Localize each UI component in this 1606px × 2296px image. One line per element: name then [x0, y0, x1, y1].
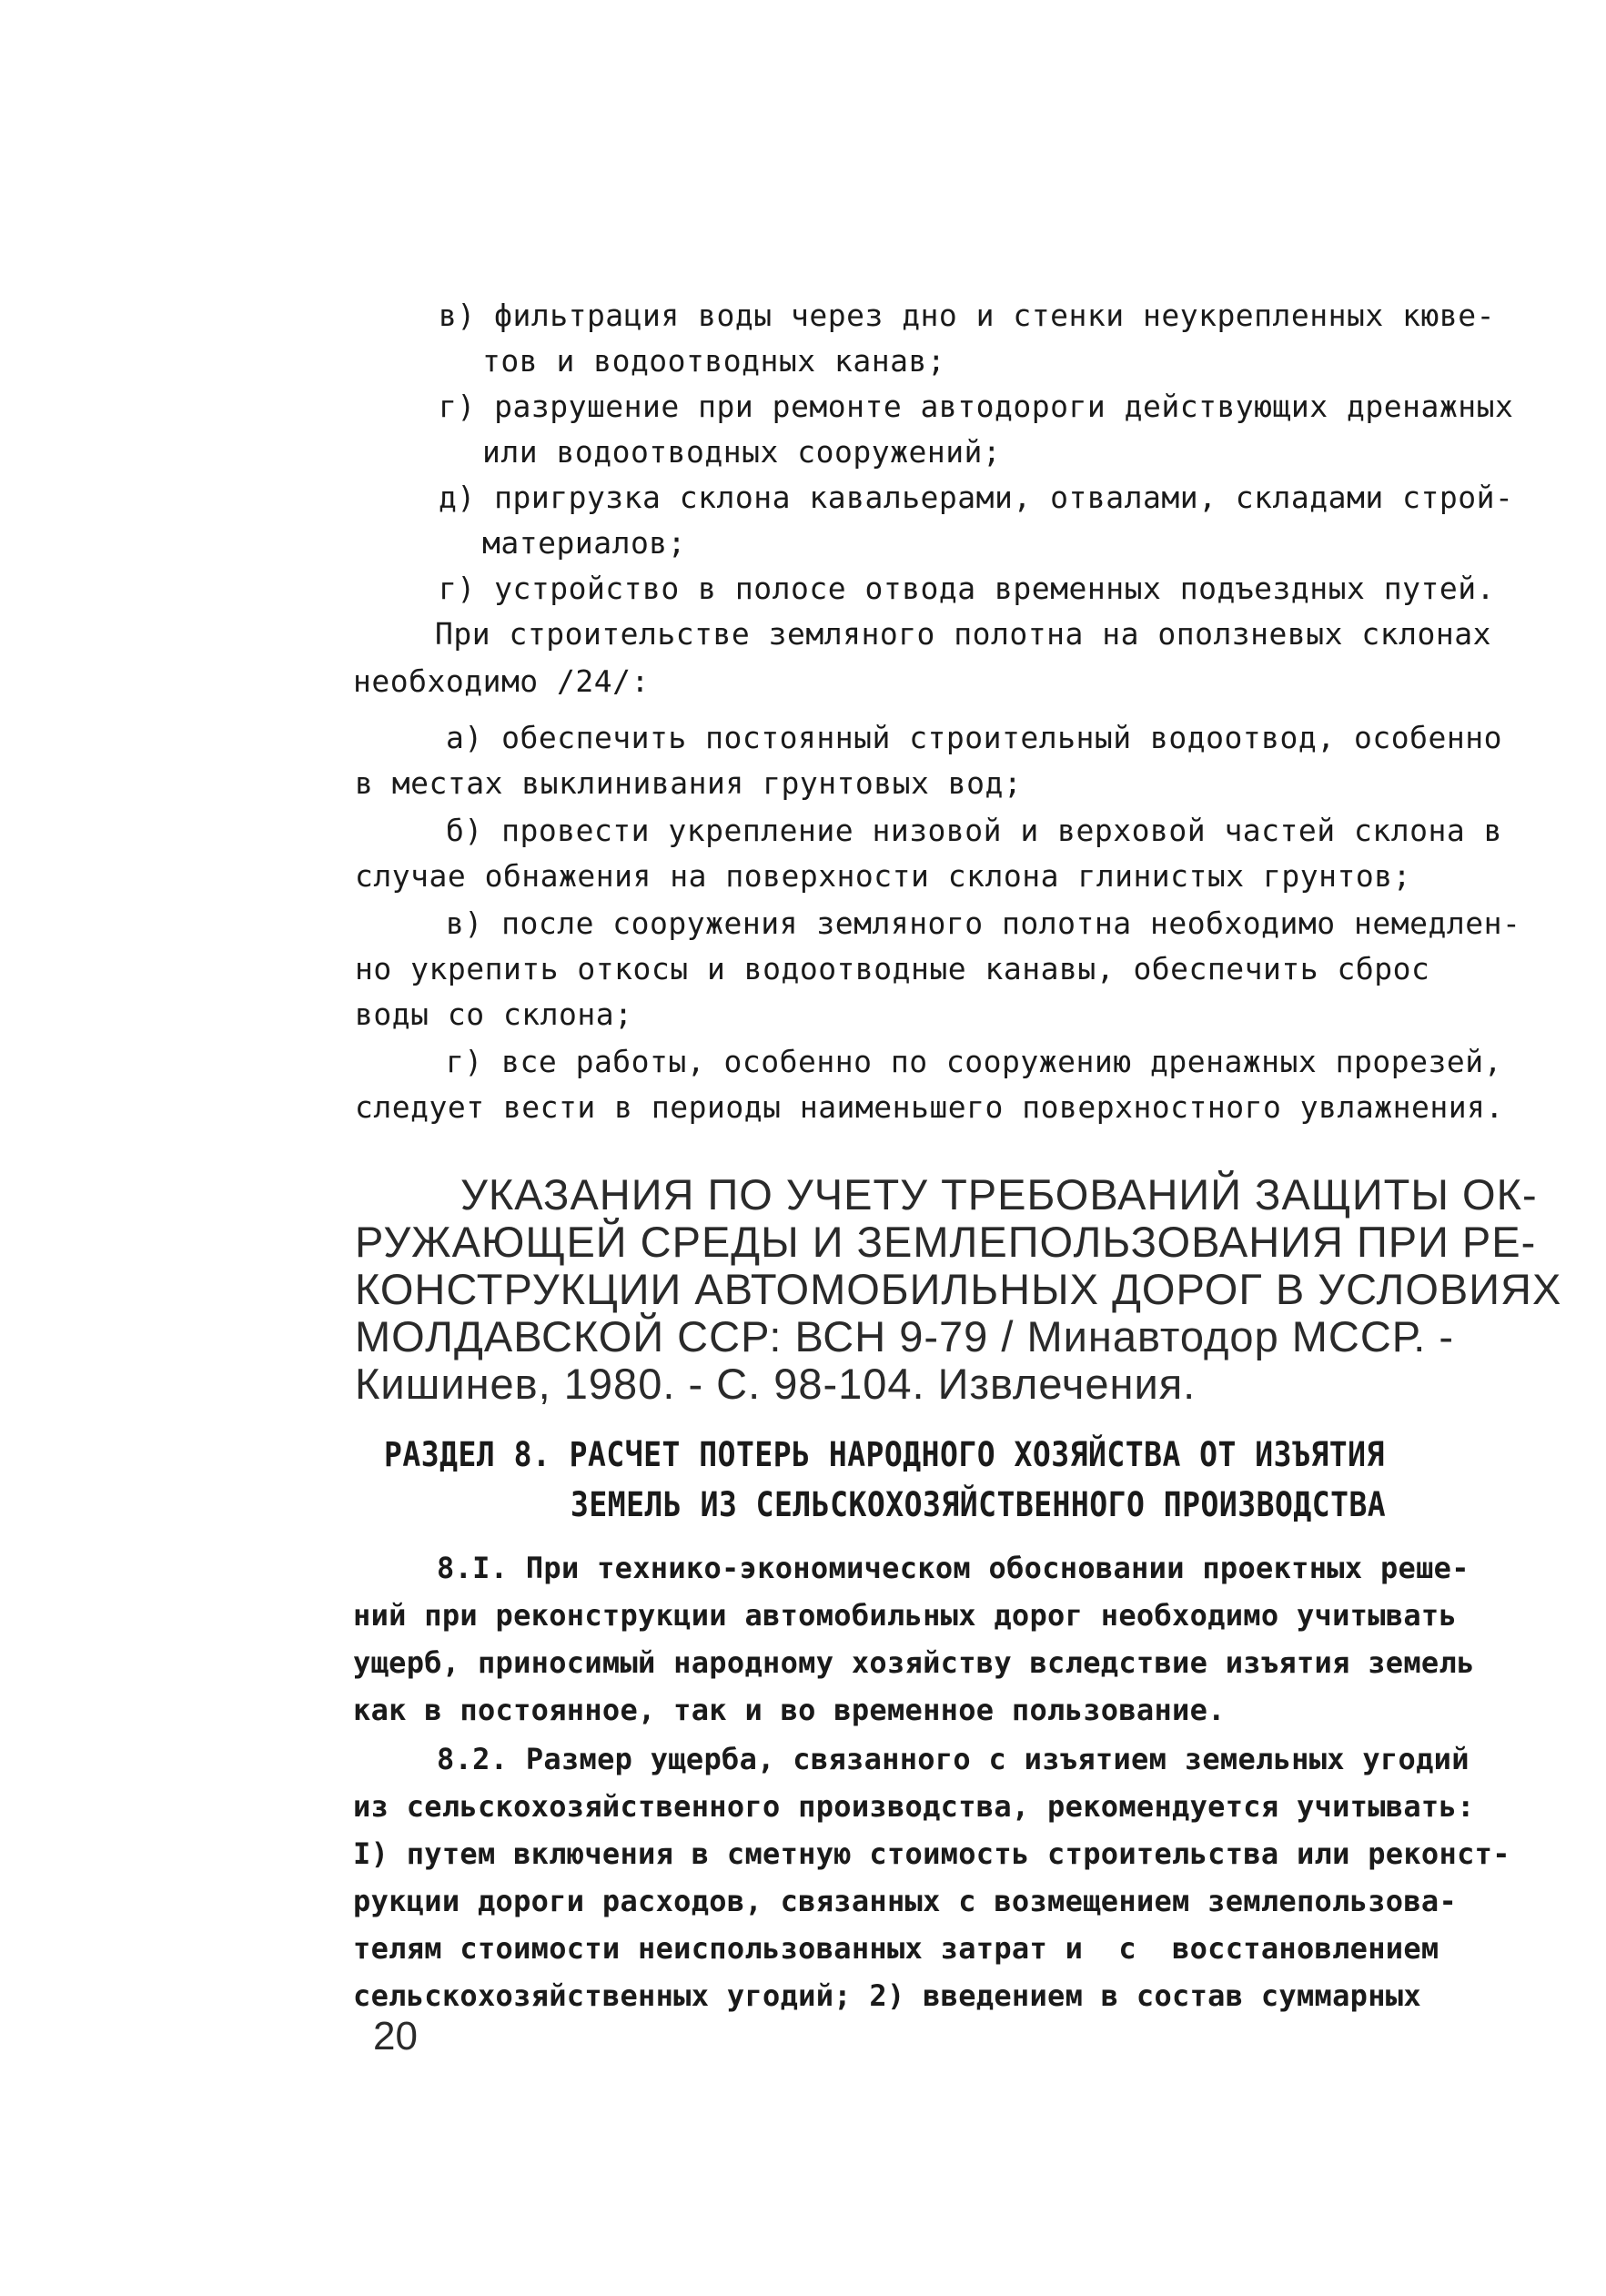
reference-line3: КОНСТРУКЦИИ АВТОМОБИЛЬНЫХ ДОРОГ В УСЛОВИЯХ	[355, 1265, 1562, 1313]
list-item-d-line1: д) пригрузка склона кавальерами, отвалами, складами строй-	[439, 480, 1514, 515]
reference-line1: УКАЗАНИЯ ПО УЧЕТУ ТРЕБОВАНИЙ ЗАЩИТЫ ОК-	[460, 1170, 1538, 1219]
list-item-g1-line2: или водоотводных сооружений;	[482, 434, 1002, 470]
reference-line4: МОЛДАВСКОЙ ССР: ВСН 9-79 / Минавтодор МССР. -	[355, 1312, 1455, 1360]
req-a-line1: а) обеспечить постоянный строительный водоотвод, особенно	[446, 720, 1502, 755]
para-8-2-line4: рукции дороги расходов, связанных с возмещением землепользова-	[353, 1884, 1458, 1918]
req-v-line2: но укрепить откосы и водоотводные канавы, обеспечить сброс	[355, 951, 1430, 986]
para-8-2-line5: телям стоимости неиспользованных затрат и с восстановлением	[353, 1931, 1439, 1966]
list-item-g1-line1: г) разрушение при ремонте автодороги действующих дренажных	[439, 389, 1514, 424]
page-number: 20	[373, 2014, 418, 2058]
intro-line1: При строительстве земляного полотна на оползневых склонах	[435, 616, 1491, 652]
req-a-line2: в местах выклинивания грунтовых вод;	[355, 765, 1023, 801]
req-g-line1: г) все работы, особенно по сооружению дренажных прорезей,	[446, 1044, 1502, 1079]
section-title-line1: РАЗДЕЛ 8. РАСЧЕТ ПОТЕРЬ НАРОДНОГО ХОЗЯЙСТВА ОТ ИЗЪЯТИЯ	[384, 1434, 1385, 1475]
req-g-line2: следует вести в периоды наименьшего поверхностного увлажнения.	[355, 1089, 1504, 1125]
list-item-v-line2: тов и водоотводных канав;	[482, 343, 946, 379]
reference-line2: РУЖАЮЩЕЙ СРЕДЫ И ЗЕМЛЕПОЛЬЗОВАНИЯ ПРИ РЕ-	[355, 1218, 1537, 1266]
para-8-2-line1: 8.2. Размер ущерба, связанного с изъятием земельных угодий	[437, 1742, 1470, 1776]
intro-line2: необходимо /24/:	[353, 663, 650, 699]
list-item-g2-line1: г) устройство в полосе отвода временных подъездных путей.	[439, 571, 1495, 606]
section-title-line2: ЗЕМЕЛЬ ИЗ СЕЛЬСКОХОЗЯЙСТВЕННОГО ПРОИЗВОДСТВА	[571, 1484, 1387, 1525]
list-item-d-line2: материалов;	[482, 525, 687, 561]
para-8-1-line4: как в постоянное, так и во временное пользование.	[353, 1693, 1226, 1727]
para-8-2-line2: из сельскохозяйственного производства, рекомендуется учитывать:	[353, 1789, 1475, 1824]
para-8-2-line6: сельскохозяйственных угодий; 2) введением в состав суммарных	[353, 1978, 1421, 2013]
para-8-1-line2: ний при реконструкции автомобильных дорог необходимо учитывать	[353, 1598, 1458, 1633]
req-b-line2: случае обнажения на поверхности склона глинистых грунтов;	[355, 858, 1411, 894]
para-8-1-line1: 8.I. При технико-экономическом обосновании проектных реше-	[437, 1551, 1470, 1585]
para-8-1-line3: ущерб, приносимый народному хозяйству вследствие изъятия земель	[353, 1645, 1475, 1680]
req-b-line1: б) провести укрепление низовой и верховой частей склона в	[446, 813, 1502, 848]
para-8-2-line3: I) путем включения в сметную стоимость строительства или реконст-	[353, 1836, 1510, 1871]
req-v-line3: воды со склона;	[355, 996, 633, 1032]
reference-line5: Кишинев, 1980. - С. 98-104. Извлечения.	[355, 1360, 1197, 1408]
list-item-v-line1: в) фильтрация воды через дно и стенки неукрепленных кюве-	[439, 298, 1495, 333]
req-v-line1: в) после сооружения земляного полотна необходимо немедлен-	[446, 905, 1521, 941]
